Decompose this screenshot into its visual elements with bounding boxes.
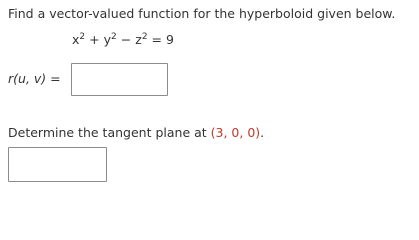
r-function-args: (u, v) bbox=[13, 71, 47, 86]
question-prompt: Find a vector-valued function for the hyperboloid given below. bbox=[8, 6, 396, 21]
tangent-point: (3, 0, 0) bbox=[210, 125, 261, 140]
eq-x-exponent: 2 bbox=[79, 32, 86, 42]
eq-plus: + bbox=[89, 32, 100, 47]
vector-function-answer-input[interactable] bbox=[71, 63, 168, 96]
eq-z: z bbox=[135, 32, 142, 47]
tangent-plane-prompt bbox=[8, 125, 264, 140]
eq-rhs: 9 bbox=[166, 32, 174, 47]
hyperboloid-equation bbox=[72, 32, 174, 47]
eq-y: y bbox=[103, 32, 112, 47]
eq-minus: − bbox=[120, 32, 132, 47]
eq-z-exponent: 2 bbox=[141, 32, 148, 42]
tangent-plane-answer-input[interactable] bbox=[8, 147, 107, 182]
tangent-prompt-period: . bbox=[260, 125, 265, 140]
eq-x: x bbox=[72, 32, 80, 47]
r-function-name: r bbox=[8, 71, 14, 86]
eq-equals: = bbox=[151, 32, 163, 47]
vector-function-label bbox=[8, 71, 61, 86]
tangent-prompt-text: Determine the tangent plane at bbox=[8, 125, 211, 140]
eq-y-exponent: 2 bbox=[111, 32, 117, 42]
r-equals: = bbox=[50, 71, 61, 86]
